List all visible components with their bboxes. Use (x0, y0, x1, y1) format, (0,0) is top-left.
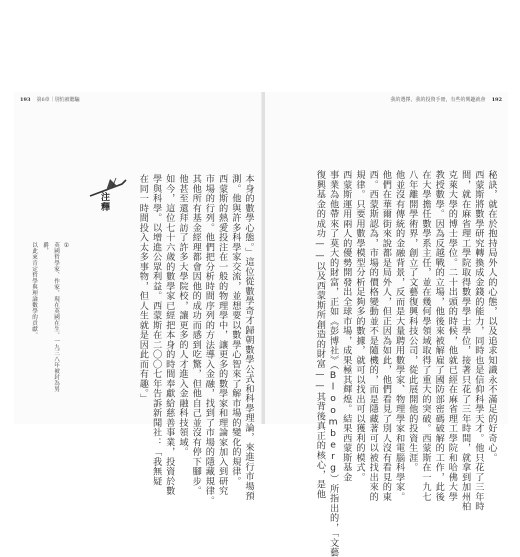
body-line: 其他所有基金經理都會因他的成功而感到吃驚，但他自己並沒有停下腳步。 (190, 174, 202, 496)
body-line: 秘訣，就在於抱持局外人的心態，以及追求知識永不滿足的好奇心。 (486, 170, 497, 463)
right-running-title: 我的選擇，我的投資手冊，有些的興趣就會 (390, 97, 486, 103)
body-line: 市場的行列。他們把分析時間序列的方法導入金融，找到了市場的隱藏規律。 (203, 174, 215, 506)
body-line: 在大學擔任數學系主任，並在幾何學領域取得了重大的突破。西蒙斯在一九七 (419, 170, 431, 502)
body-line: 西蒙斯運用兩人的優勢開發出全球市場，成果極其輝煌。結果西蒙斯基金 (340, 170, 352, 482)
right-body-text (313, 170, 498, 557)
left-chapter-title: 第6章｜別怕被聽騙 (36, 97, 80, 103)
body-line: 學與科學。以增進公眾利益。西蒙斯在二〇〇七年告訴新聞社：「我無疑 (150, 174, 162, 486)
body-line: 他甚至還拜訪了許多大學院校，讓更多的人才進入金融科技領域。 (176, 174, 188, 457)
body-line: 復興基金的成功——以及西蒙斯所創造的財富——其背後真正的核心，是他 (314, 170, 326, 499)
left-page (14, 92, 263, 506)
note-line: 以此來肯定哲學與理論數學的貢獻。 (31, 242, 37, 338)
note-text (28, 242, 72, 402)
body-line: 測。他與許多科學家交流，並想要以數學心智來了解市場的變化的規律。 (229, 174, 241, 486)
body-line: 西。西蒙斯認為，市場的價格變動並不是隨機的，而是隱藏著可以被找出來的 (367, 170, 379, 502)
notes-heading: 注釋 (99, 192, 109, 212)
body-line: 間，就在麻省理工學院取得數學學士學位，接著只花了三年時間，就拿到加州柏 (459, 170, 471, 512)
body-line: 他們在華爾街來說都是局外人，但正因為如此，他們看見了別人沒有看見的東 (380, 170, 392, 502)
note-marker-icon: ① (63, 242, 70, 250)
right-page-number: 192 (491, 97, 502, 103)
left-page-number: 193 (20, 97, 31, 103)
body-line: 教授數學。因為反越戰的立場，他後來被解雇了國防部密碼破解的工作，此後 (433, 170, 445, 502)
body-line: 如今，這位七十六歲的數學家已經把本身的時間奉獻給慈善事業，投資於數 (163, 174, 175, 496)
right-running-head (391, 96, 502, 103)
right-page (265, 92, 508, 557)
body-line: 八年離開學術界，創立了文藝復興科技公司，從此展開他的投資生涯。 (406, 170, 418, 473)
left-body-text (136, 174, 255, 506)
note-line: 英國哲學家、作家，現在英國在生。一九三八年被封為男爵， (42, 242, 59, 392)
body-line: 他並沒有傳統的金融背景，反而是大量聘用數學家、物理學家和電腦科學家。 (393, 170, 405, 502)
left-running-head (20, 96, 80, 103)
body-line: 本身的數學心態。」這位從數學奇才歸朝數學公式和科學理論，來進行市場預 (243, 174, 254, 501)
body-line: 規律。只要用數學模型分析足夠多的數據，就可以找出可以獲利的模式。 (353, 170, 365, 482)
body-line: 事業為他帶來了莫大的財富，正如《彭博社》（Bloomberg）所指出的，「文藝 (327, 170, 339, 557)
body-line: 西蒙斯將數學研究轉換成金錢的能力，同時也是信仰科學天才。他只花了三年時 (472, 170, 484, 512)
body-line: 西蒙斯的熱愛投注在一般的物理學中，讓更多的數學家和理論家加入到研究 (216, 174, 228, 496)
body-line: 克萊大學的博士學位。二十出頭的時候，他就已經在麻省理工學院和哈佛大學 (446, 170, 458, 502)
body-line: 在同一時間投入太多事物，但人生就是因此而有趣。」 (137, 174, 149, 404)
